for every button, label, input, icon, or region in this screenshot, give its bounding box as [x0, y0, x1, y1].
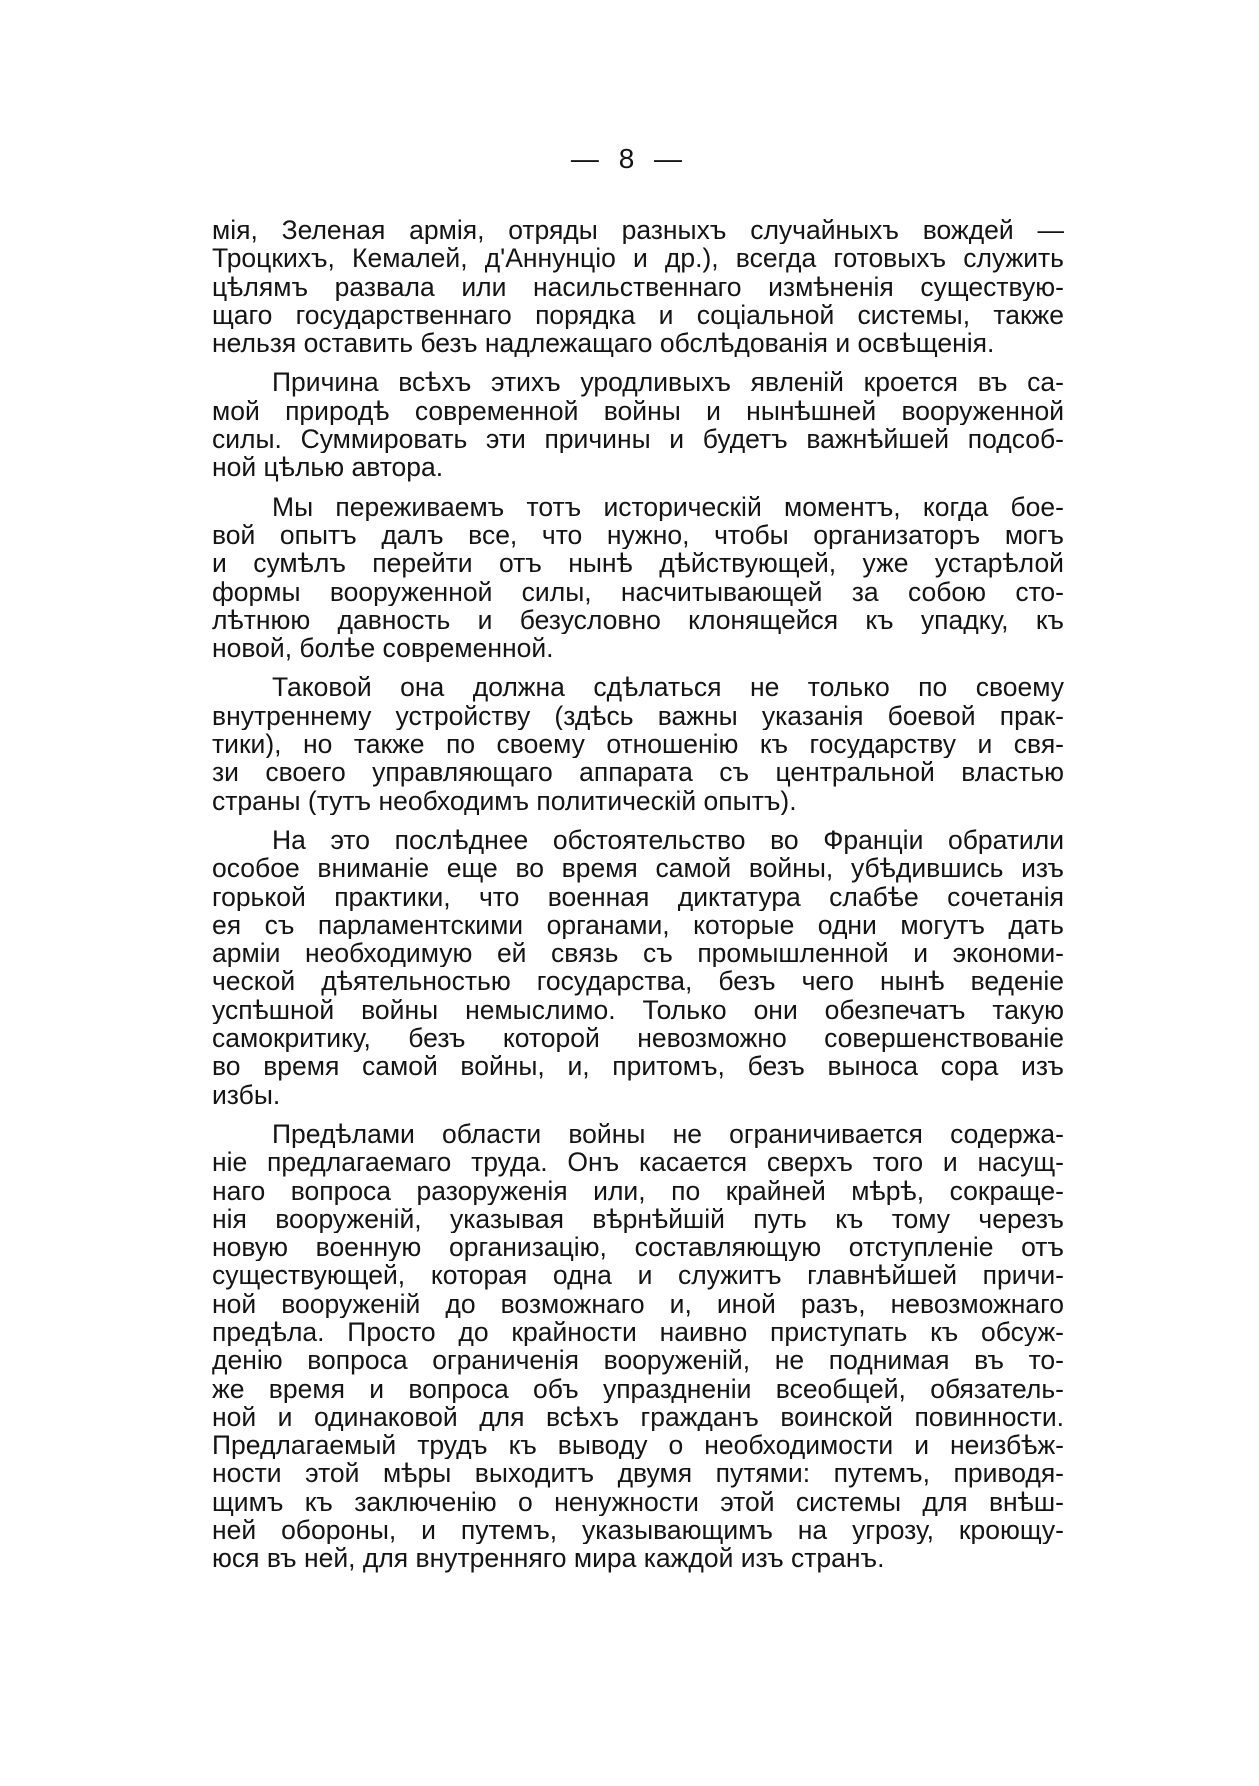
text-line: горькой практики, что военная диктатура слабѣе сочетанія — [212, 882, 1064, 911]
text-line: ной цѣлью автора. — [212, 453, 444, 482]
text-line: ности этой мѣры выходитъ двумя путями: путемъ, приводя- — [212, 1459, 1064, 1488]
text-line: Таковой она должна сдѣлаться не только по своему — [272, 673, 1064, 702]
text-line: новую военную организацію, составляющую отступленіе отъ — [212, 1233, 1064, 1262]
text-line: самокритику, безъ которой невозможно совершенствованіе — [212, 1024, 1064, 1053]
paragraph — [212, 216, 1064, 357]
text-line: арміи необходимую ей связь съ промышленной и экономи- — [212, 939, 1064, 968]
paragraph — [212, 493, 1064, 663]
text-line: На это послѣднее обстоятельство во Франціи обратили — [272, 825, 1064, 855]
text-line: же время и вопроса объ упраздненіи всеобщей, обязатель- — [212, 1374, 1064, 1403]
text-line: внутреннему устройству (здѣсь важны указанія боевой прак- — [212, 701, 1064, 731]
text-line: особое вниманіе еще во время самой войны, убѣдившись изъ — [212, 854, 1064, 883]
text-line: щимъ къ заключенію о ненужности этой системы для внѣш- — [212, 1487, 1064, 1517]
text-line: ной и одинаковой для всѣхъ гражданъ воинской повинности. — [212, 1402, 1064, 1432]
text-line: Предлагаемый трудъ къ выводу о необходимости и неизбѣж- — [212, 1431, 1064, 1460]
text-line: Предѣлами области войны не ограничивается содержа- — [272, 1119, 1064, 1149]
text-line: ной вооруженій до возможнаго и, иной разъ, невозможнаго — [212, 1289, 1064, 1318]
text-line: избы. — [212, 1080, 281, 1109]
text-line: новой, болѣе современной. — [212, 634, 554, 663]
text-line: ніе предлагаемаго труда. Онъ касается сверхъ того и насущ- — [212, 1148, 1064, 1177]
text-line: во время самой войны, и, притомъ, безъ выноса сора изъ — [212, 1052, 1064, 1081]
text-line: щаго государственнаго порядка и соціальной системы, также — [212, 300, 1064, 330]
text-line: зи своего управляющаго аппарата съ центральной властью — [212, 758, 1064, 787]
paragraph — [212, 673, 1064, 814]
text-line: тики), но также по своему отношенію къ государству и свя- — [212, 730, 1064, 759]
text-line: Троцкихъ, Кемалей, д'Аннунціо и др.), всегда готовыхъ служить — [212, 244, 1064, 273]
text-line: существующей, которая одна и служитъ главнѣйшей причи- — [212, 1261, 1064, 1290]
text-line: денію вопроса ограниченія вооруженій, не поднимая въ то- — [212, 1346, 1064, 1375]
text-line: предѣла. Просто до крайности наивно приступать къ обсуж- — [212, 1317, 1064, 1347]
text-line: нія вооруженій, указывая вѣрнѣйшій путь къ тому черезъ — [212, 1204, 1064, 1234]
text-line: ческой дѣятельностью государства, безъ чего нынѣ веденіе — [212, 967, 1064, 996]
text-line: наго вопроса разоруженія или, по крайней мѣрѣ, сокраще- — [212, 1176, 1064, 1205]
text-line: Причина всѣхъ этихъ уродливыхъ явленій кроется въ са- — [272, 368, 1064, 397]
text-line: лѣтнюю давность и безусловно клонящейся къ упадку, къ — [212, 605, 1064, 635]
text-line: успѣшной войны немыслимо. Только они обезпечатъ такую — [212, 995, 1064, 1025]
text-line: цѣлямъ развала или насильственнаго измѣненія существую- — [212, 272, 1064, 301]
text-line: мія, Зеленая армія, отряды разныхъ случайныхъ вождей — — [212, 216, 1064, 245]
text-line: и сумѣлъ перейти отъ нынѣ дѣйствующей, уже устарѣлой — [212, 549, 1064, 578]
paragraph — [212, 826, 1064, 1109]
text-line: ея съ парламентскими органами, которые одни могутъ дать — [212, 910, 1064, 940]
text-line: Мы переживаемъ тотъ историческій моментъ, когда бое- — [272, 492, 1064, 521]
text-line: силы. Суммировать эти причины и будетъ важнѣйшей подсоб- — [212, 425, 1064, 454]
text-line: нельзя оставить безъ надлежащаго обслѣдованія и освѣщенія. — [212, 329, 995, 358]
text-line: формы вооруженной силы, насчитывающей за собою сто- — [212, 577, 1064, 606]
paragraph — [212, 368, 1064, 481]
text-line: юся въ ней, для внутренняго мира каждой изъ странъ. — [212, 1544, 885, 1573]
text-line: вой опытъ далъ все, что нужно, чтобы организаторъ могъ — [212, 520, 1064, 550]
page-number: — 8 — — [570, 143, 689, 174]
text-line: страны (тутъ необходимъ политическій опытъ). — [212, 786, 797, 815]
paragraph — [212, 1120, 1064, 1573]
text-line: ней обороны, и путемъ, указывающимъ на угрозу, кроющу- — [212, 1516, 1064, 1545]
text-line: мой природѣ современной войны и нынѣшней вооруженной — [212, 396, 1064, 426]
body-text — [212, 216, 1064, 1584]
